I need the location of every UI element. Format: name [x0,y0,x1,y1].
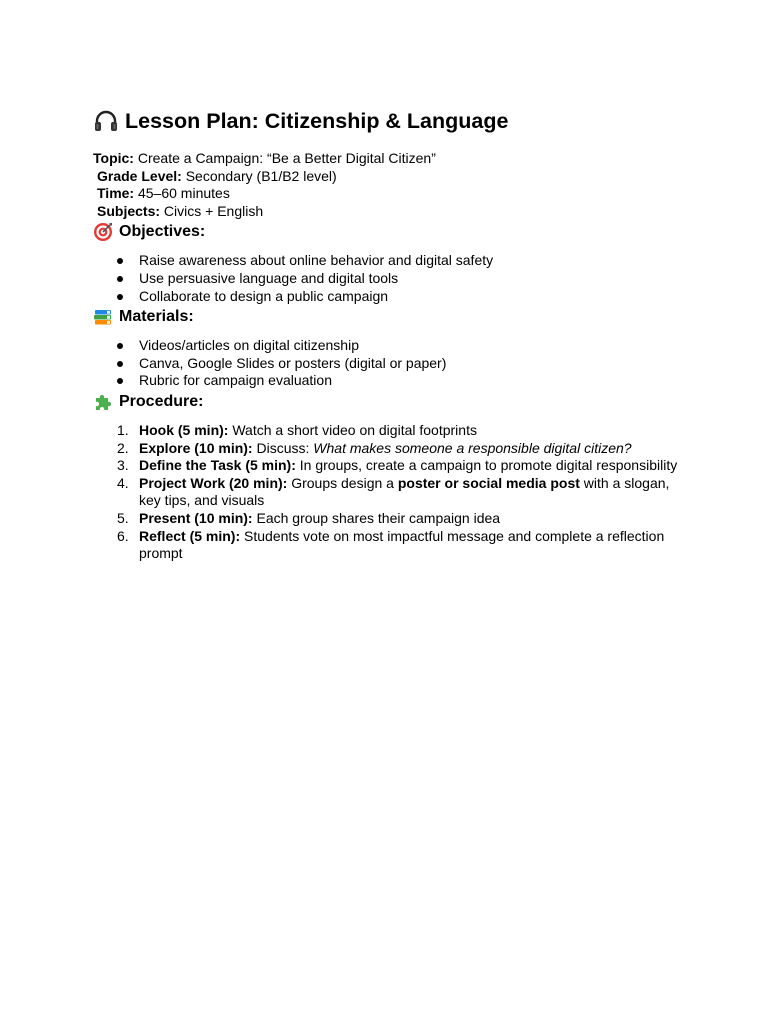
procedure-step [93,475,693,510]
step-text: Each group shares their campaign idea [256,509,501,526]
step-text: Groups design a [291,474,394,491]
step-label: Reflect (5 min): [139,527,241,544]
target-icon [93,222,113,242]
time-value: 45–60 minutes [137,185,230,202]
step-label: Hook (5 min): [139,421,229,438]
procedure-step [93,510,693,528]
meta-grade [93,168,693,186]
materials-heading-text: Materials: [119,308,194,326]
objectives-heading [93,220,693,244]
lesson-meta [93,150,693,220]
step-text: Students vote on most impactful message and complete a reflection prompt [139,527,665,562]
step-text: Watch a short video on digital footprints [232,421,477,438]
puzzle-piece-icon [93,392,113,412]
list-item: Rubric for campaign evaluation [93,372,693,390]
materials-list [93,337,693,390]
lesson-plan [93,106,693,563]
procedure-heading-text: Procedure: [119,392,204,410]
step-text: Discuss: [256,439,310,456]
procedure-heading [93,390,693,414]
list-item: Raise awareness about online behavior and digital safety [93,252,693,270]
topic-value: Create a Campaign: “Be a Better Digital Citizen” [137,150,436,166]
step-label: Project Work (20 min): [139,474,288,491]
meta-subjects [93,203,693,221]
list-item: Videos/articles on digital citizenship [93,337,693,355]
step-text: In groups, create a campaign to promote digital responsibility [299,457,678,474]
step-number: 6. [117,527,129,544]
meta-time [93,185,693,203]
title-text: Lesson Plan: Citizenship & Language [125,109,509,133]
list-item: Use persuasive language and digital tools [93,270,693,288]
step-label: Define the Task (5 min): [139,457,296,474]
objectives-heading-text: Objectives: [119,223,206,241]
step-question: What makes someone a responsible digital citizen? [313,439,632,456]
materials-heading [93,305,693,329]
time-label: Time: [97,185,135,202]
step-number: 4. [117,474,129,491]
step-number: 1. [117,421,129,438]
headphones-icon [93,109,119,133]
subjects-value: Civics + English [163,202,264,219]
objectives-list [93,252,693,305]
procedure-list [93,422,693,563]
step-label: Explore (10 min): [139,439,253,456]
procedure-step [93,440,693,458]
step-number: 3. [117,457,129,474]
step-number: 2. [117,439,129,456]
topic-label: Topic: [93,150,134,166]
books-icon [93,307,113,327]
grade-label: Grade Level: [97,167,182,184]
list-item: Canva, Google Slides or posters (digital or paper) [93,355,693,373]
meta-topic [93,150,693,168]
procedure-step [93,422,693,440]
step-text-after: with a slogan, key tips, and visuals [139,474,670,509]
step-emphasis: poster or social media post [397,474,580,491]
grade-value: Secondary (B1/B2 level) [185,167,337,184]
procedure-step [93,528,693,563]
step-label: Present (10 min): [139,509,253,526]
procedure-step [93,457,693,475]
list-item: Collaborate to design a public campaign [93,288,693,306]
step-number: 5. [117,509,129,526]
subjects-label: Subjects: [97,202,161,219]
page-title [93,106,693,136]
